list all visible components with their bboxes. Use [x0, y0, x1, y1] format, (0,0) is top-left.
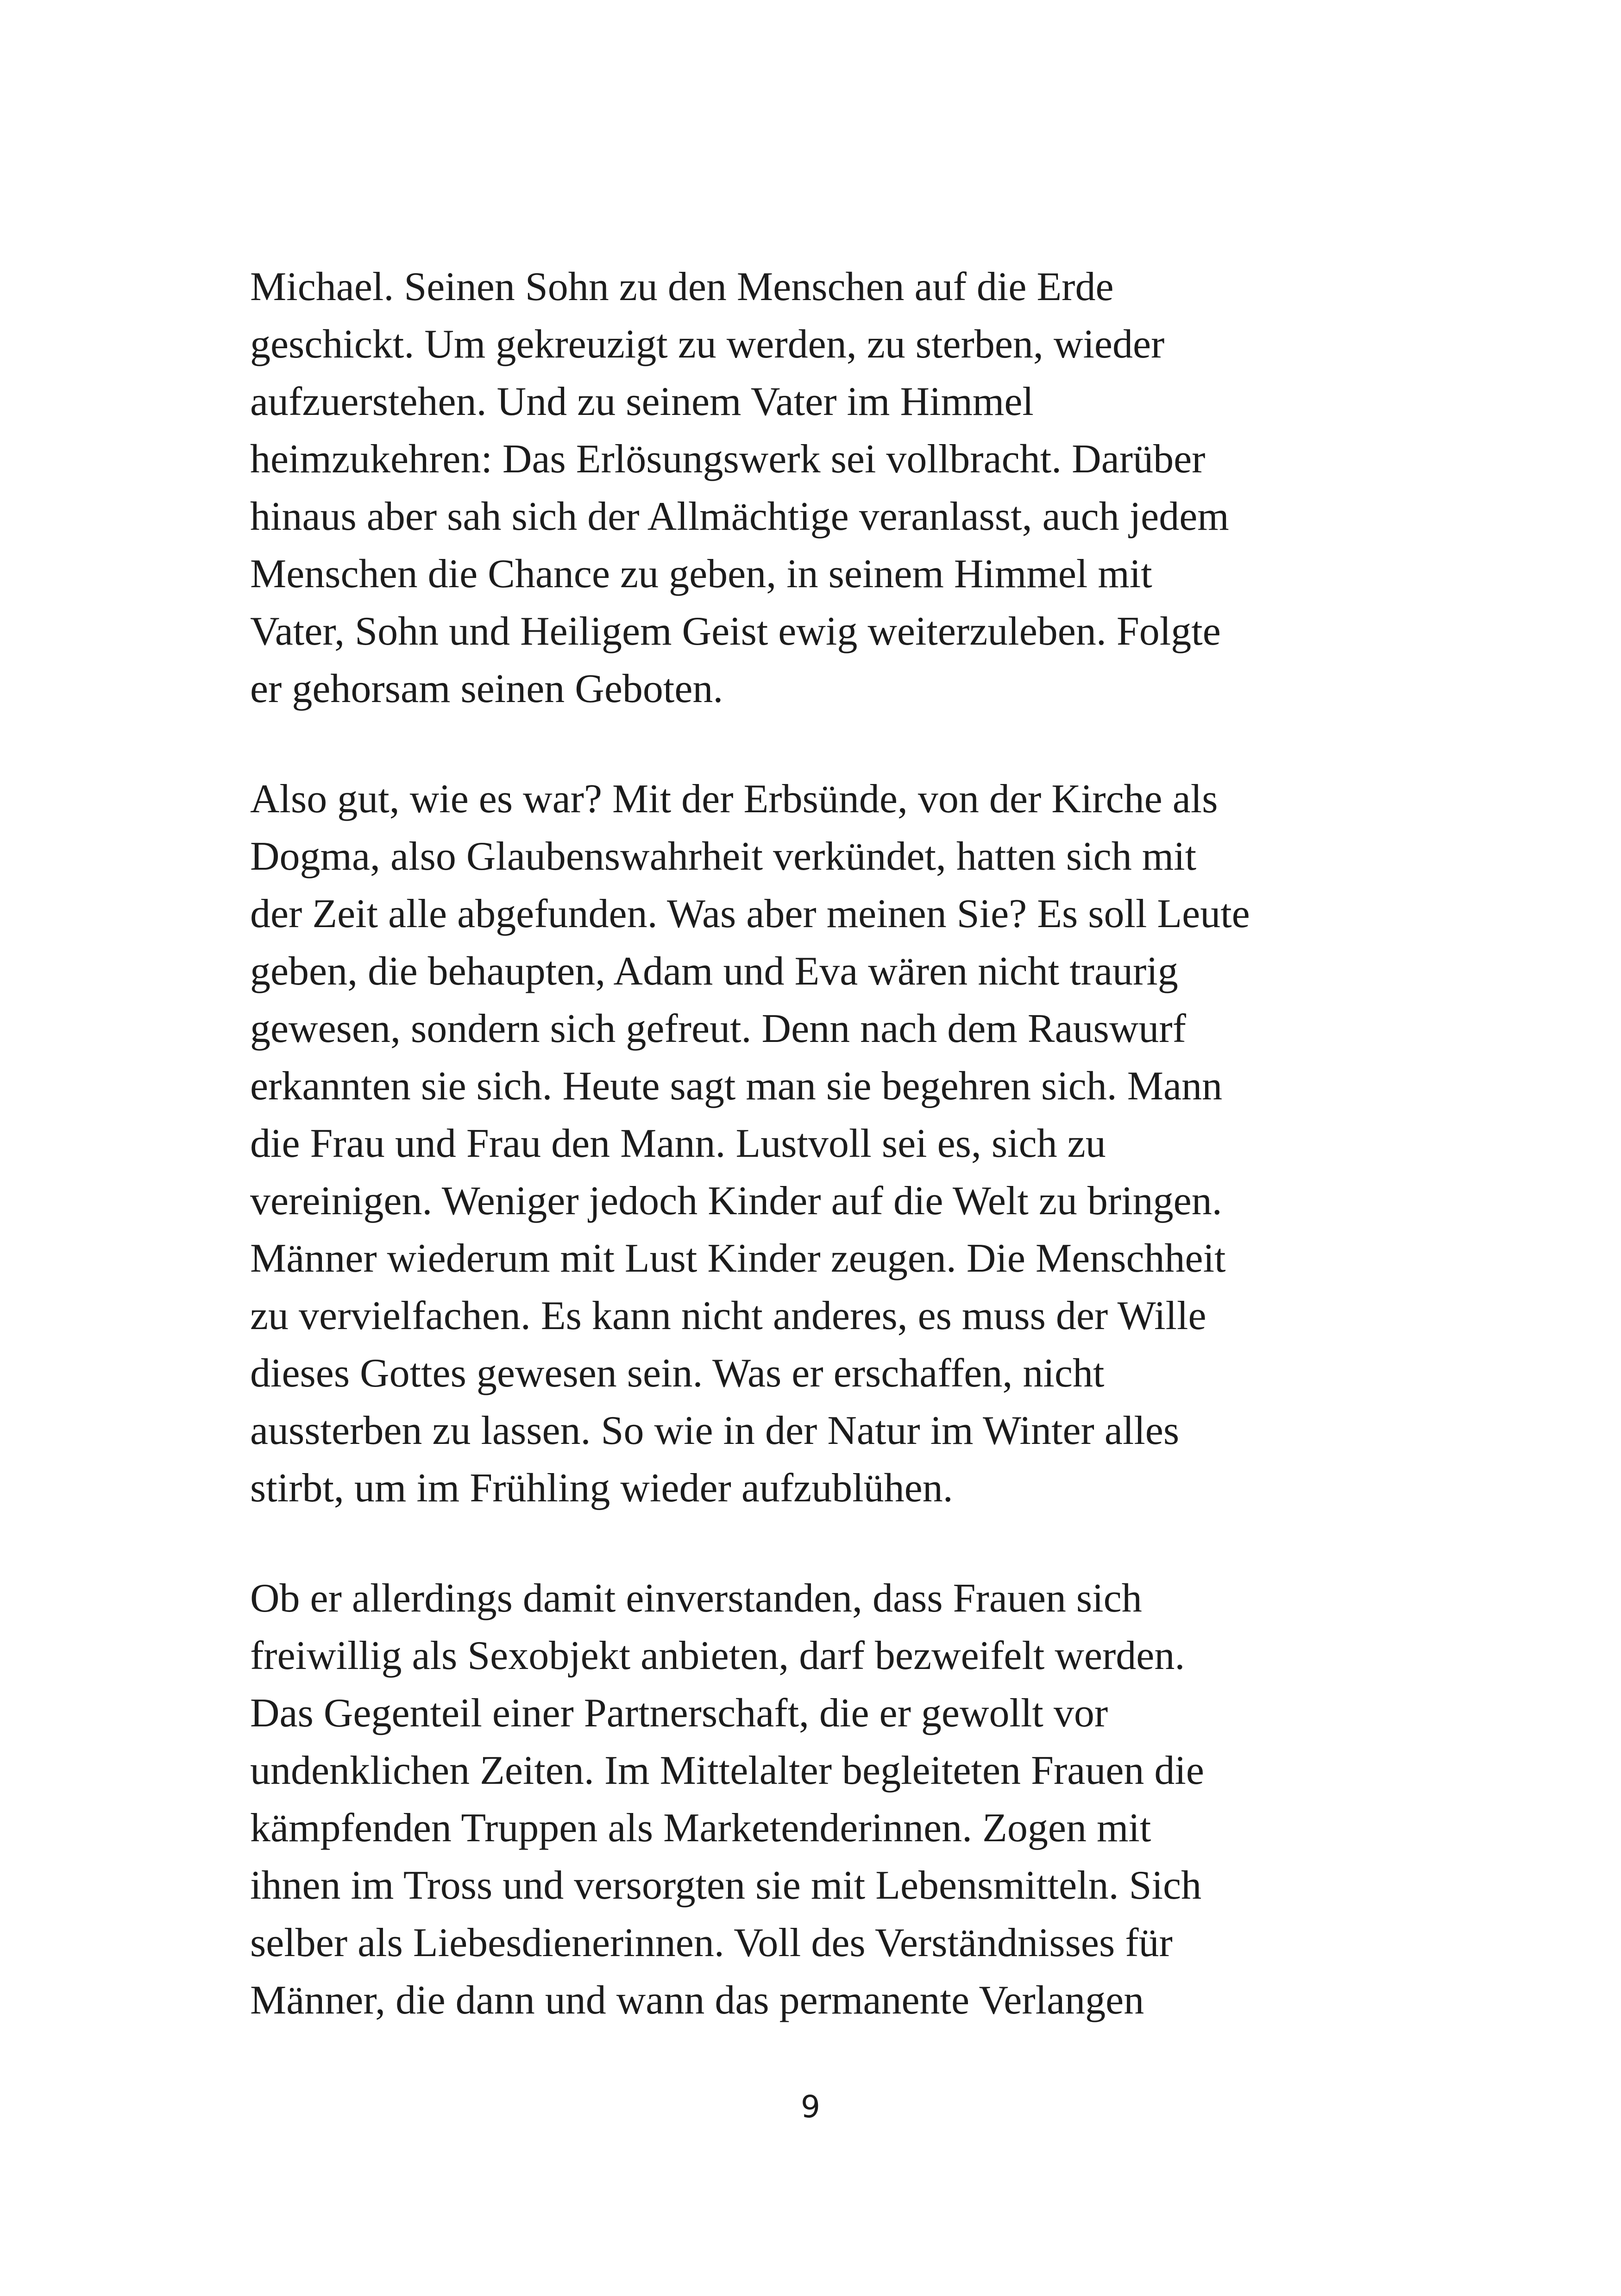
text-line: stirbt, um im Frühling wieder aufzublühen. [250, 1466, 953, 1511]
text-line: Das Gegenteil einer Partnerschaft, die er gewollt vor [250, 1691, 1108, 1736]
text-line: geben, die behaupten, Adam und Eva wären nicht traurig [250, 949, 1178, 994]
text-line: aussterben zu lassen. So wie in der Natur im Winter alles [250, 1408, 1180, 1453]
paragraph-1 [250, 258, 1380, 718]
text-line: dieses Gottes gewesen sein. Was er erschaffen, nicht [250, 1351, 1105, 1396]
text-line: ihnen im Tross und versorgten sie mit Lebensmitteln. Sich [250, 1863, 1202, 1908]
text-line: vereinigen. Weniger jedoch Kinder auf die Welt zu bringen. [250, 1179, 1222, 1223]
text-line: aufzuerstehen. Und zu seinem Vater im Himmel [250, 379, 1034, 424]
page-number: 9 [801, 2089, 820, 2125]
paragraph-2 [250, 771, 1380, 1517]
text-line: gewesen, sondern sich gefreut. Denn nach dem Rauswurf [250, 1006, 1186, 1051]
text-line: er gehorsam seinen Geboten. [250, 666, 723, 711]
text-line: Also gut, wie es war? Mit der Erbsünde, von der Kirche als [250, 777, 1218, 822]
text-line: Michael. Seinen Sohn zu den Menschen auf die Erde [250, 264, 1114, 309]
body-text [250, 258, 1380, 2082]
text-line: erkannten sie sich. Heute sagt man sie begehren sich. Mann [250, 1064, 1223, 1109]
text-line: undenklichen Zeiten. Im Mittelalter begleiteten Frauen die [250, 1748, 1204, 1793]
text-line: kämpfenden Truppen als Marketenderinnen. Zogen mit [250, 1806, 1151, 1851]
text-line: hinaus aber sah sich der Allmächtige veranlasst, auch jedem [250, 494, 1229, 539]
text-line: Ob er allerdings damit einverstanden, dass Frauen sich [250, 1576, 1142, 1621]
text-line: Dogma, also Glaubenswahrheit verkündet, hatten sich mit [250, 834, 1197, 879]
text-line: Männer, die dann und wann das permanente Verlangen [250, 1978, 1144, 2023]
text-line: Männer wiederum mit Lust Kinder zeugen. Die Menschheit [250, 1236, 1226, 1281]
text-line: der Zeit alle abgefunden. Was aber meinen Sie? Es soll Leute [250, 891, 1250, 936]
text-line: selber als Liebesdienerinnen. Voll des Verständnisses für [250, 1920, 1173, 1965]
paragraph-3 [250, 1570, 1380, 2029]
text-line: zu vervielfachen. Es kann nicht anderes, es muss der Wille [250, 1293, 1206, 1338]
text-line: heimzukehren: Das Erlösungswerk sei vollbracht. Darüber [250, 437, 1206, 482]
text-line: Menschen die Chance zu geben, in seinem Himmel mit [250, 552, 1152, 596]
text-line: Vater, Sohn und Heiligem Geist ewig weiterzuleben. Folgte [250, 609, 1221, 654]
text-line: geschickt. Um gekreuzigt zu werden, zu sterben, wieder [250, 322, 1165, 367]
text-line: freiwillig als Sexobjekt anbieten, darf bezweifelt werden. [250, 1633, 1185, 1678]
text-line: die Frau und Frau den Mann. Lustvoll sei es, sich zu [250, 1121, 1106, 1166]
